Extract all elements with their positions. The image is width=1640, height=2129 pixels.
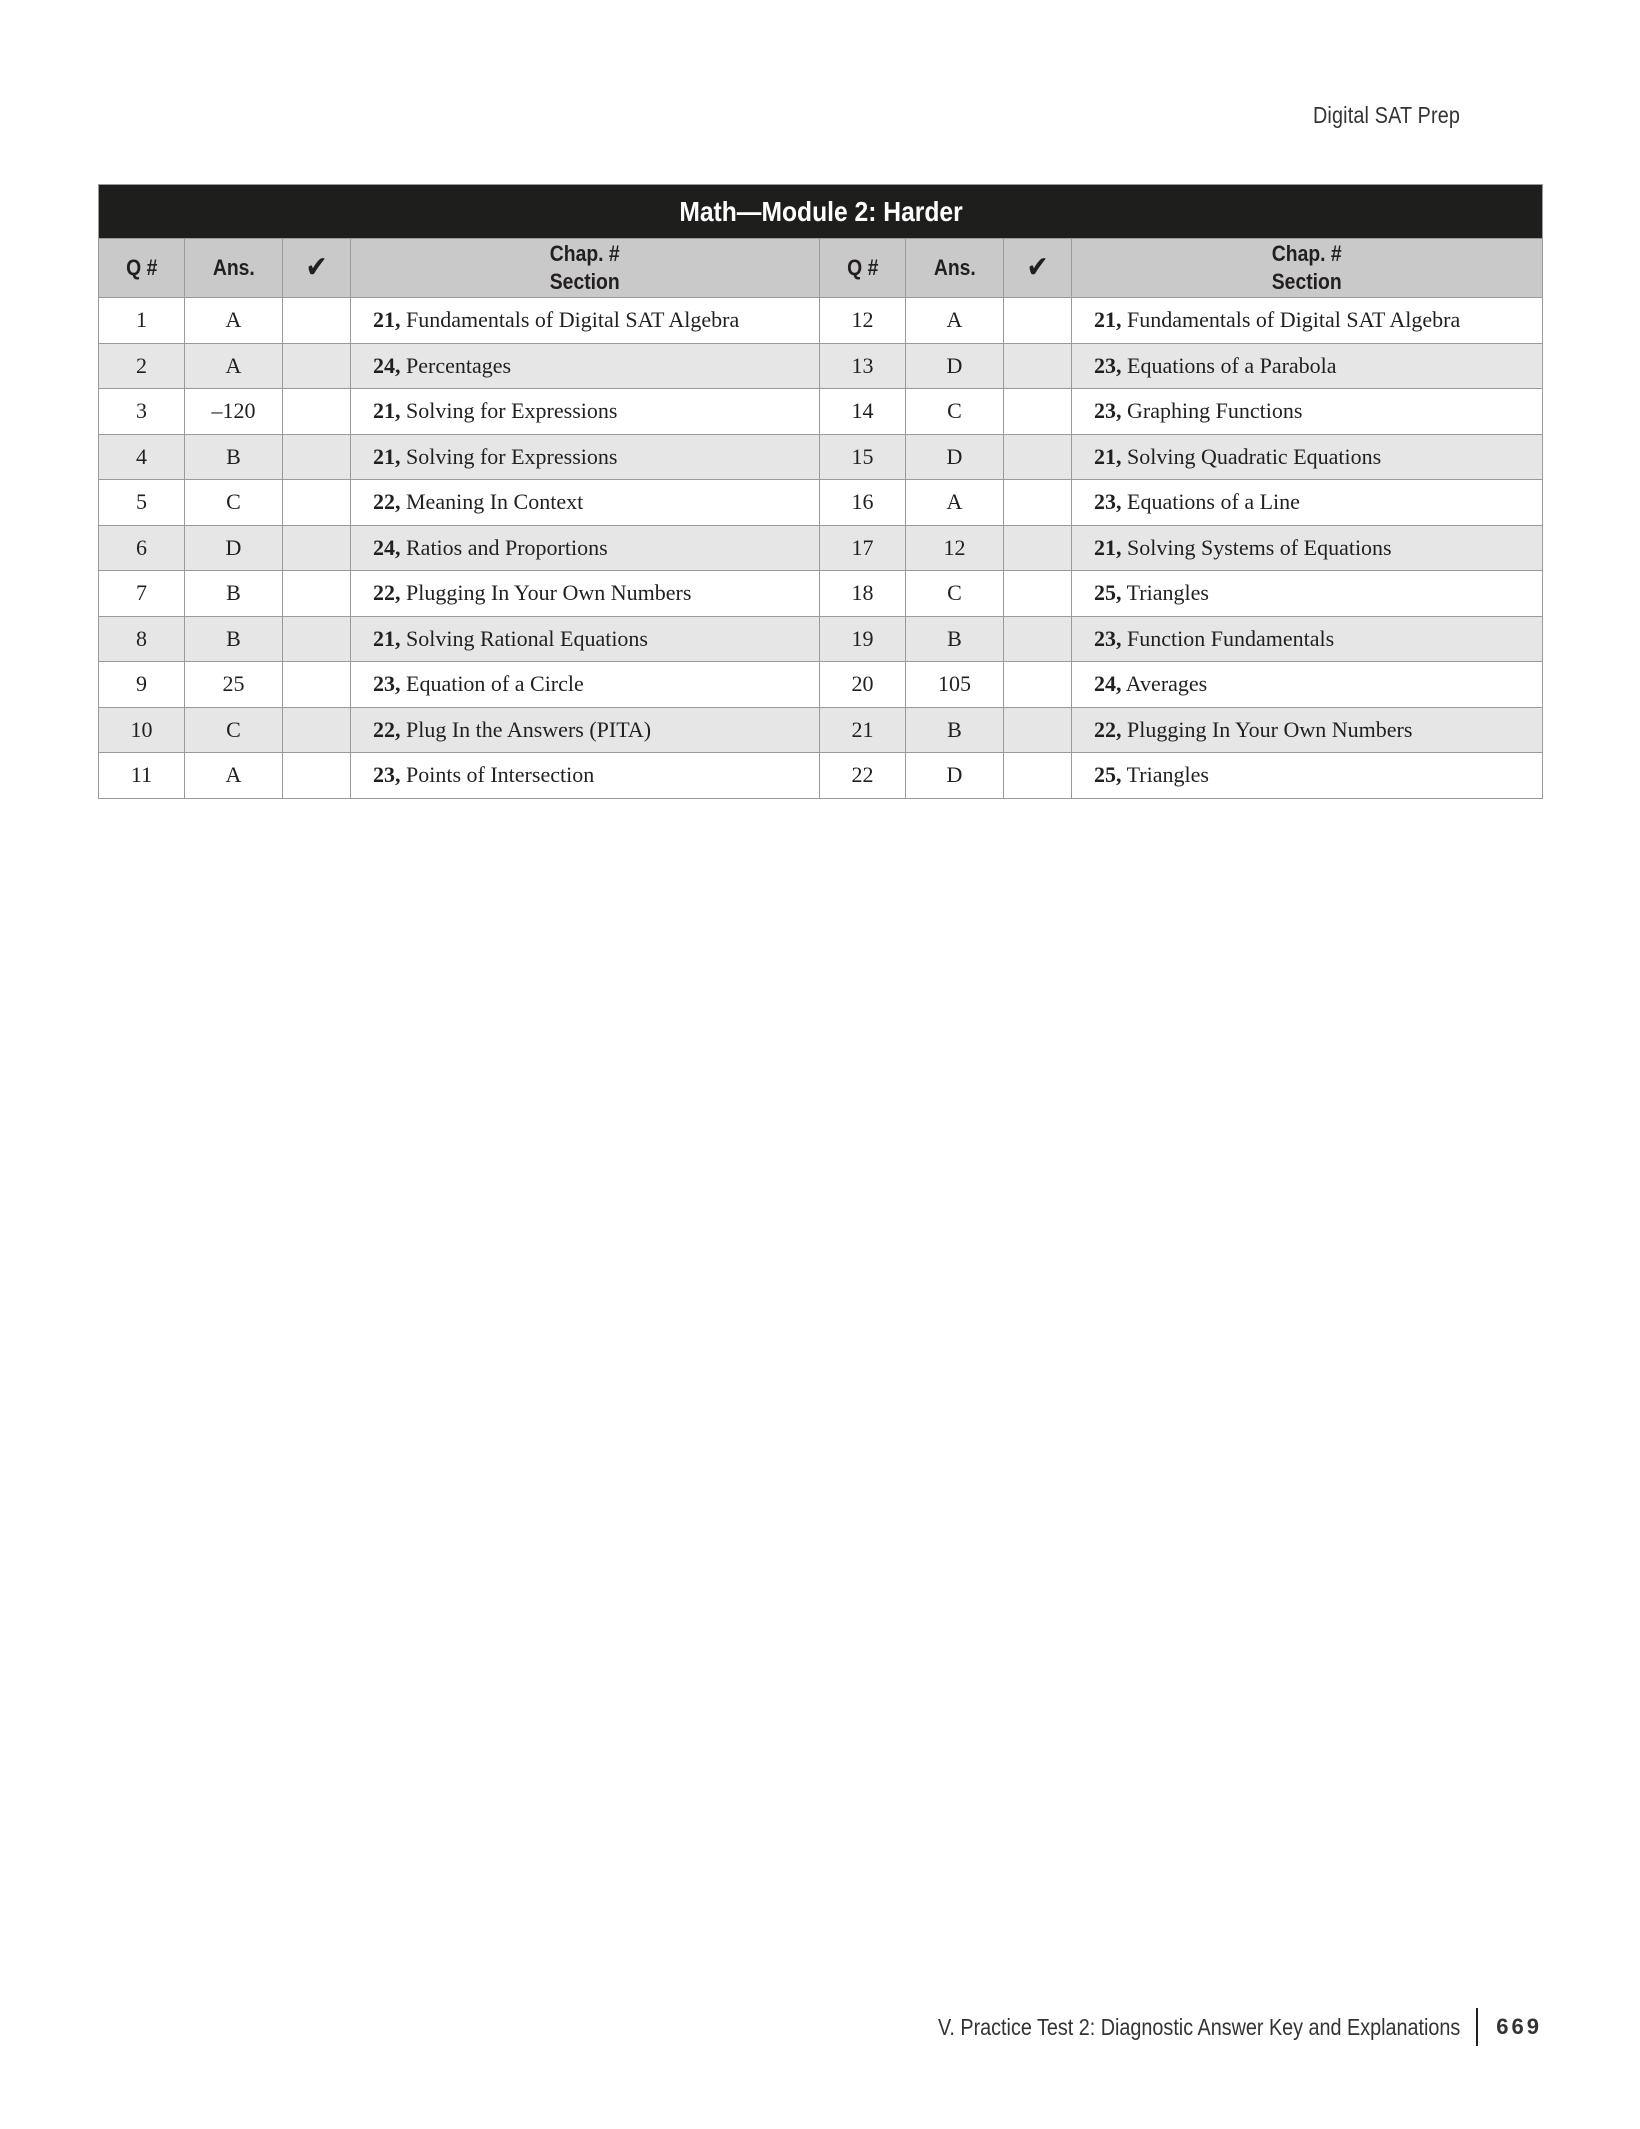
- chapter-section: [1072, 343, 1543, 389]
- section-name: Points of Intersection: [406, 762, 595, 788]
- chapter-number: 23,: [373, 762, 401, 788]
- chapter-section: [1072, 480, 1543, 526]
- section-name: Percentages: [406, 352, 512, 378]
- footer-text: V. Practice Test 2: Diagnostic Answer Key and Explanations: [938, 2013, 1461, 2040]
- table-row: [99, 571, 1543, 617]
- question-number: 5: [99, 480, 185, 526]
- section-name: Graphing Functions: [1127, 398, 1303, 424]
- check-box: [1004, 480, 1072, 526]
- chapter-section: [1072, 434, 1543, 480]
- chapter-number: 24,: [373, 534, 401, 560]
- table-row: [99, 298, 1543, 344]
- header-chap-section: Chap. # Section: [351, 239, 820, 298]
- section-name: Solving Rational Equations: [406, 625, 648, 651]
- question-number: 22: [820, 753, 906, 799]
- chapter-number: 24,: [373, 352, 401, 378]
- chapter-number: 23,: [1094, 489, 1122, 515]
- check-box: [1004, 343, 1072, 389]
- section-name: Triangles: [1126, 580, 1209, 606]
- section-name: Plugging In Your Own Numbers: [406, 580, 692, 606]
- section-name: Function Fundamentals: [1127, 625, 1335, 651]
- chapter-section: [351, 480, 820, 526]
- chapter-number: 23,: [373, 671, 401, 697]
- chapter-number: 21,: [373, 625, 401, 651]
- chapter-number: 22,: [373, 489, 401, 515]
- table-row: [99, 480, 1543, 526]
- chapter-number: 21,: [373, 443, 401, 469]
- section-name: Averages: [1125, 671, 1208, 697]
- answer: D: [906, 434, 1004, 480]
- table-row: [99, 753, 1543, 799]
- header-check-icon: ✔: [283, 239, 351, 298]
- question-number: 4: [99, 434, 185, 480]
- check-box: [283, 343, 351, 389]
- page-number: 669: [1496, 2014, 1542, 2039]
- section-name: Solving for Expressions: [406, 398, 618, 424]
- chapter-number: 23,: [1094, 398, 1122, 424]
- check-box: [283, 662, 351, 708]
- answer-key-table: [98, 184, 1543, 799]
- answer: A: [906, 480, 1004, 526]
- question-number: 20: [820, 662, 906, 708]
- chapter-section: [351, 298, 820, 344]
- chapter-section: [1072, 389, 1543, 435]
- chapter-number: 23,: [1094, 352, 1122, 378]
- chapter-section: [1072, 707, 1543, 753]
- section-name: Fundamentals of Digital SAT Algebra: [1127, 307, 1461, 333]
- question-number: 10: [99, 707, 185, 753]
- check-box: [1004, 434, 1072, 480]
- chapter-section: [1072, 753, 1543, 799]
- check-box: [1004, 525, 1072, 571]
- check-box: [1004, 571, 1072, 617]
- question-number: 9: [99, 662, 185, 708]
- question-number: 2: [99, 343, 185, 389]
- check-box: [1004, 707, 1072, 753]
- answer: B: [906, 616, 1004, 662]
- question-number: 13: [820, 343, 906, 389]
- header-chap-section: Chap. # Section: [1072, 239, 1543, 298]
- chapter-section: [1072, 616, 1543, 662]
- answer: D: [906, 343, 1004, 389]
- answer: C: [906, 571, 1004, 617]
- answer: B: [185, 616, 283, 662]
- chapter-number: 21,: [1094, 534, 1122, 560]
- check-box: [283, 434, 351, 480]
- answer: A: [906, 298, 1004, 344]
- section-name: Solving for Expressions: [406, 443, 618, 469]
- question-number: 1: [99, 298, 185, 344]
- answer: C: [185, 480, 283, 526]
- table-row: [99, 707, 1543, 753]
- question-number: 12: [820, 298, 906, 344]
- chapter-section: [351, 571, 820, 617]
- chapter-number: 23,: [1094, 625, 1122, 651]
- chapter-number: 22,: [373, 580, 401, 606]
- running-head: Digital SAT Prep: [1312, 102, 1460, 128]
- answer: C: [185, 707, 283, 753]
- question-number: 21: [820, 707, 906, 753]
- section-name: Solving Systems of Equations: [1127, 534, 1392, 560]
- question-number: 8: [99, 616, 185, 662]
- section-name: Ratios and Proportions: [406, 534, 608, 560]
- section-name: Equations of a Line: [1127, 489, 1300, 515]
- question-number: 17: [820, 525, 906, 571]
- table-title: Math—Module 2: Harder: [99, 185, 1543, 239]
- answer: 12: [906, 525, 1004, 571]
- answer: 25: [185, 662, 283, 708]
- section-name: Plugging In Your Own Numbers: [1127, 716, 1413, 742]
- chapter-number: 22,: [1094, 716, 1122, 742]
- chapter-number: 22,: [373, 716, 401, 742]
- section-name: Meaning In Context: [406, 489, 584, 515]
- check-box: [283, 298, 351, 344]
- check-box: [283, 707, 351, 753]
- section-name: Plug In the Answers (PITA): [406, 716, 652, 742]
- question-number: 16: [820, 480, 906, 526]
- question-number: 15: [820, 434, 906, 480]
- question-number: 7: [99, 571, 185, 617]
- check-box: [1004, 753, 1072, 799]
- section-name: Triangles: [1126, 762, 1209, 788]
- chapter-section: [1072, 662, 1543, 708]
- chapter-number: 21,: [373, 398, 401, 424]
- header-ans: Ans.: [185, 239, 283, 298]
- check-box: [283, 616, 351, 662]
- chapter-section: [351, 753, 820, 799]
- section-name: Solving Quadratic Equations: [1127, 443, 1382, 469]
- check-box: [1004, 389, 1072, 435]
- answer: D: [185, 525, 283, 571]
- chapter-section: [1072, 525, 1543, 571]
- section-name: Fundamentals of Digital SAT Algebra: [406, 307, 740, 333]
- page-footer: [853, 2008, 1542, 2046]
- question-number: 14: [820, 389, 906, 435]
- chapter-section: [351, 616, 820, 662]
- header-ans: Ans.: [906, 239, 1004, 298]
- table-row: [99, 616, 1543, 662]
- check-box: [283, 571, 351, 617]
- section-name: Equation of a Circle: [406, 671, 584, 697]
- chapter-section: [351, 662, 820, 708]
- chapter-section: [351, 707, 820, 753]
- chapter-section: [351, 525, 820, 571]
- answer: A: [185, 343, 283, 389]
- answer: –120: [185, 389, 283, 435]
- chapter-number: 21,: [373, 307, 401, 333]
- answer: B: [906, 707, 1004, 753]
- check-box: [283, 753, 351, 799]
- chapter-section: [351, 343, 820, 389]
- check-box: [1004, 616, 1072, 662]
- table-row: [99, 343, 1543, 389]
- chapter-section: [351, 434, 820, 480]
- question-number: 6: [99, 525, 185, 571]
- answer: A: [185, 298, 283, 344]
- table-row: [99, 434, 1543, 480]
- question-number: 11: [99, 753, 185, 799]
- chapter-number: 25,: [1094, 762, 1122, 788]
- answer: B: [185, 434, 283, 480]
- check-box: [1004, 298, 1072, 344]
- check-box: [283, 480, 351, 526]
- chapter-number: 25,: [1094, 580, 1122, 606]
- question-number: 19: [820, 616, 906, 662]
- chapter-section: [1072, 571, 1543, 617]
- check-box: [1004, 662, 1072, 708]
- table-row: [99, 389, 1543, 435]
- header-q: Q #: [99, 239, 185, 298]
- question-number: 18: [820, 571, 906, 617]
- footer-divider: [1476, 2008, 1478, 2046]
- chapter-number: 21,: [1094, 307, 1122, 333]
- chapter-number: 21,: [1094, 443, 1122, 469]
- header-q: Q #: [820, 239, 906, 298]
- check-box: [283, 525, 351, 571]
- table-row: [99, 525, 1543, 571]
- chapter-section: [1072, 298, 1543, 344]
- answer: A: [185, 753, 283, 799]
- answer: C: [906, 389, 1004, 435]
- chapter-number: 24,: [1094, 671, 1122, 697]
- header-row: [99, 239, 1543, 298]
- answer: B: [185, 571, 283, 617]
- header-check-icon: ✔: [1004, 239, 1072, 298]
- section-name: Equations of a Parabola: [1127, 352, 1337, 378]
- chapter-section: [351, 389, 820, 435]
- answer: 105: [906, 662, 1004, 708]
- table-row: [99, 662, 1543, 708]
- question-number: 3: [99, 389, 185, 435]
- answer: D: [906, 753, 1004, 799]
- check-box: [283, 389, 351, 435]
